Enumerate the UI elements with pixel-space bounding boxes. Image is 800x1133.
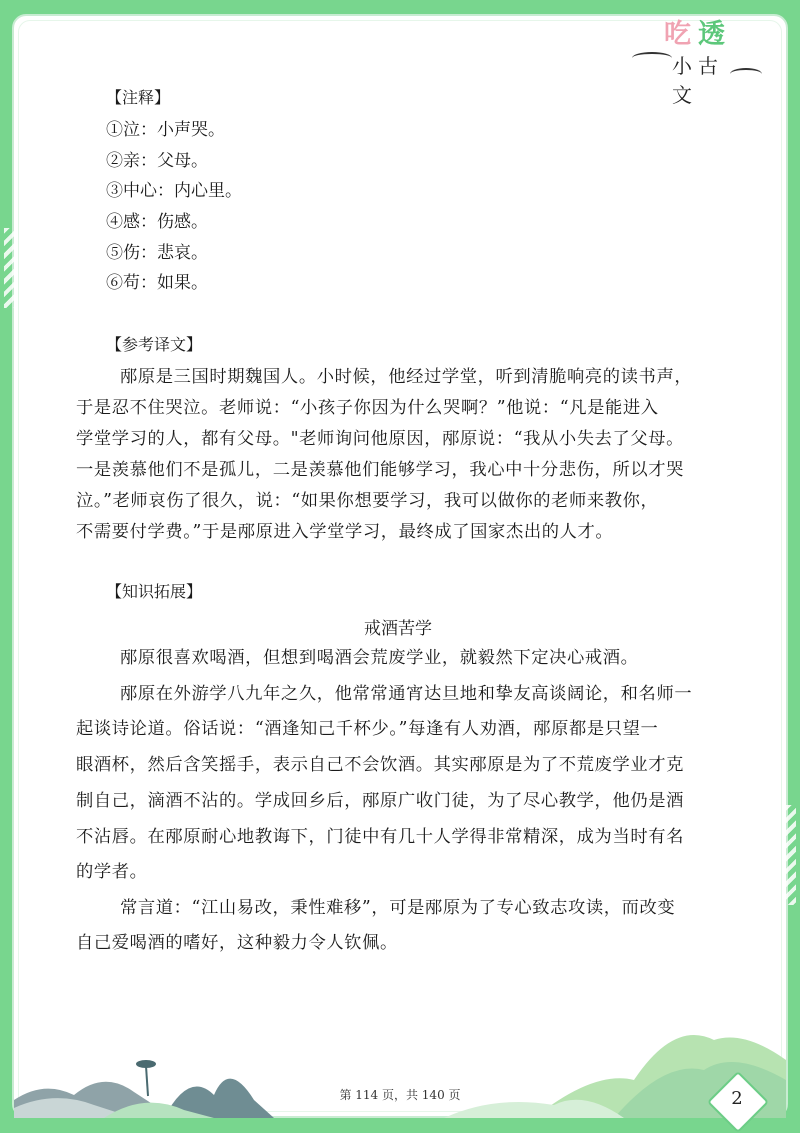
note-item: ⑤伤：悲哀。 xyxy=(106,243,208,263)
note-item: ①泣：小声哭。 xyxy=(106,120,225,140)
logo-wave-right xyxy=(730,68,762,80)
logo-subtitle: 小古文 xyxy=(672,54,724,107)
notes-heading: 【注释】 xyxy=(106,88,171,107)
extension-line: 自己爱喝酒的嗜好，这种毅力令人钦佩。 xyxy=(76,933,398,953)
extension-line: 常言道：“江山易改，秉性难移”，可是邴原为了专心致志攻读，而改变 xyxy=(120,898,676,918)
left-hatch-decoration xyxy=(4,228,14,308)
note-item: ④感：伤感。 xyxy=(106,212,208,232)
extension-line: 制自己，滴酒不沾的。学成回乡后，邴原广收门徒，为了尽心教学，他仍是酒 xyxy=(76,791,684,811)
extension-heading: 【知识拓展】 xyxy=(106,582,203,601)
logo xyxy=(602,10,742,107)
extension-line: 的学者。 xyxy=(76,862,148,882)
extension-line: 眼酒杯，然后含笑摇手，表示自己不会饮酒。其实邴原是为了不荒废学业才克 xyxy=(76,755,684,775)
extension-line: 起谈诗论道。俗话说：“酒逢知己千杯少。”每逢有人劝酒，邴原都是只望一 xyxy=(76,719,659,739)
extension-line: 邴原很喜欢喝酒，但想到喝酒会荒废学业，就毅然下定决心戒酒。 xyxy=(120,648,639,668)
note-item: ⑥苟：如果。 xyxy=(106,273,208,293)
page-info: 第 114 页，共 140 页 xyxy=(339,1088,461,1102)
extension-line: 不沾唇。在邴原耐心地教诲下，门徒中有几十人学得非常精深，成为当时有名 xyxy=(76,827,684,847)
extension-line: 邴原在外游学八九年之久，他常常通宵达旦地和挚友高谈阔论，和名师一 xyxy=(120,684,693,704)
logo-char-2: 透 xyxy=(698,19,725,50)
translation-line: 泣。”老师哀伤了很久，说：“如果你想要学习，我可以做你的老师来教你， xyxy=(76,491,659,511)
page-badge-number: 2 xyxy=(731,1088,743,1109)
logo-char-1: 吃 xyxy=(664,19,691,50)
translation-heading: 【参考译文】 xyxy=(106,335,203,354)
note-item: ②亲：父母。 xyxy=(106,151,208,171)
translation-line: 不需要付学费。”于是邴原进入学堂学习，最终成了国家杰出的人才。 xyxy=(76,522,614,542)
translation-line: 学堂学习的人，都有父母。"老师询问他原因，邴原说：“我从小失去了父母。 xyxy=(76,429,685,449)
translation-line: 一是羡慕他们不是孤儿，二是羡慕他们能够学习，我心中十分悲伤，所以才哭 xyxy=(76,460,684,480)
right-hatch-decoration xyxy=(786,805,796,905)
translation-line: 于是忍不住哭泣。老师说：“小孩子你因为什么哭啊？”他说：“凡是能进入 xyxy=(76,398,659,418)
logo-wave-left xyxy=(632,52,672,64)
translation-line: 邴原是三国时期魏国人。小时候，他经过学堂，听到清脆响亮的读书声， xyxy=(120,367,693,387)
extension-title: 戒酒苦学 xyxy=(364,619,432,639)
note-item: ③中心：内心里。 xyxy=(106,181,242,201)
